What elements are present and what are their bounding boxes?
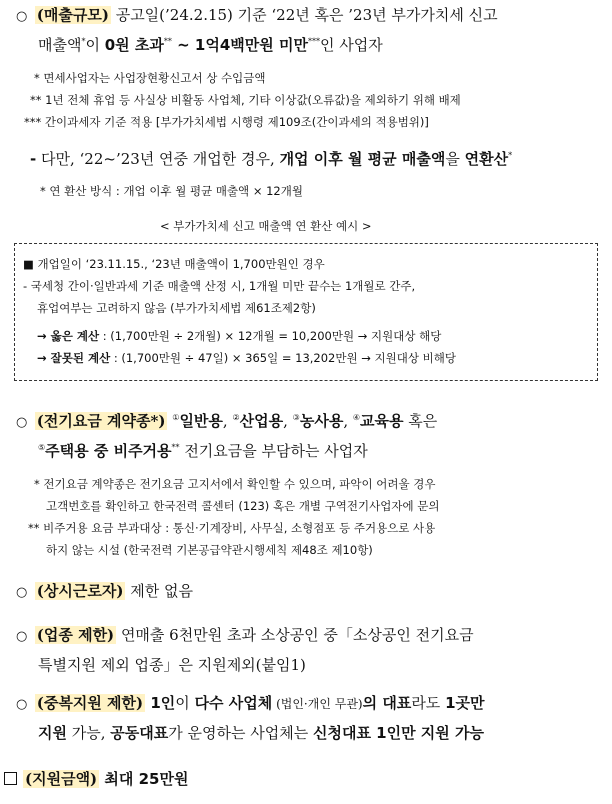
duplicate-b2: 다수 사업체	[194, 694, 273, 712]
revenue-l2-pre: 매출액	[38, 36, 82, 54]
revenue-l2-b1: 0원 초과	[104, 36, 164, 54]
amount-line	[4, 768, 188, 789]
contract-type-4: 교육용	[360, 412, 404, 430]
contract-type-1: 일반용	[179, 412, 223, 430]
duplicate-label: (중복지원 제한)	[36, 694, 144, 712]
duplicate-b1: 1인	[145, 694, 176, 712]
example-line-1: ■ 개업일이 ‘23.11.15., ‘23년 매출액이 1,700만원인 경우	[23, 257, 325, 271]
duplicate-t5: 가 운영하는 사업체는	[168, 724, 313, 742]
contract-type-5: 주택용 중 비주거용	[45, 442, 172, 460]
duplicate-t3: 라도	[411, 694, 446, 712]
revenue-note-4: * 연 환산 방식 : 개업 이후 월 평균 매출액 × 12개월	[40, 184, 303, 198]
revenue-l2-sup2: **	[163, 37, 172, 46]
industry-label: (업종 제한)	[36, 626, 115, 644]
duplicate-t1: 이	[175, 694, 195, 712]
revenue-note-2: ** 1년 전체 휴업 등 사실상 비활동 사업체, 기타 이상값(오류값)을 제외하기 위해 배제	[30, 93, 461, 107]
example-line-3: 휴업여부는 고려하지 않음 (부가가치세법 제61조제2항)	[37, 301, 316, 315]
circled-2: ②	[232, 413, 240, 422]
revenue-l2-mid: 이	[85, 36, 105, 54]
workers-text: 제한 없음	[125, 582, 193, 600]
amount-label: (지원금액)	[25, 770, 98, 788]
contract-note-1b: 고객번호를 확인하고 한국전력 콜센터 (123) 혹은 개별 구역전기사업자에 문의	[46, 499, 440, 513]
contract-or: 혹은	[403, 412, 438, 430]
contract-note-2a: ** 비주거용 요금 부과대상 : 통신·기계장비, 사무실, 소형점포 등 주거용으로 사용	[28, 521, 436, 535]
bullet-icon: ○	[16, 9, 28, 24]
revenue-l2-post: 인 사업자	[319, 36, 383, 54]
contract-label: (전기요금 계약종*)	[36, 412, 166, 430]
checkbox-square-icon	[4, 772, 17, 785]
bullet-icon: ○	[16, 585, 28, 600]
revenue-sub-pre: 다만, ‘22~’23년 연중 개업한 경우,	[36, 150, 280, 168]
contract-line-2	[38, 440, 368, 461]
example-title: < 부가가치세 신고 매출액 연 환산 예시 >	[160, 219, 372, 233]
contract-note-1a: * 전기요금 계약종은 전기요금 고지서에서 확인할 수 있으며, 파악이 어려울 경우	[34, 477, 436, 491]
duplicate-b6: 공동대표	[110, 724, 169, 742]
circled-4: ④	[352, 413, 361, 422]
duplicate-b4: 1곳만	[445, 694, 485, 712]
example-box	[14, 243, 598, 381]
workers-label: (상시근로자)	[36, 582, 124, 600]
revenue-note-3: *** 간이과세자 기준 적용 [부가가치세법 시행령 제109조(간이과세의 적용범위)]	[24, 115, 429, 129]
example-wrong	[37, 350, 456, 366]
bullet-icon: ○	[16, 697, 28, 712]
duplicate-t4: 가능,	[66, 724, 111, 742]
revenue-sub-mid: 을	[445, 150, 465, 168]
circled-1: ①	[172, 413, 180, 422]
industry-line-1	[16, 624, 474, 645]
contract-line-1: ○ (전기요금 계약종*) ①일반용, ②산업용, ③농사용, ④교육용 혹은	[16, 412, 438, 430]
revenue-l2-b2: ~ 1억4백만원 미만	[171, 36, 308, 54]
dash-icon: -	[30, 150, 37, 168]
revenue-line-2	[38, 34, 383, 55]
revenue-sub-b2: 연환산	[464, 150, 509, 168]
duplicate-b3: 의 대표	[362, 694, 412, 712]
revenue-line-1	[16, 4, 498, 25]
contract-type-3: 농사용	[299, 412, 344, 430]
revenue-sub	[30, 148, 512, 169]
revenue-note-1: * 면세사업자는 사업장현황신고서 상 수입금액	[34, 71, 266, 85]
correct-label: → 옳은 계산	[37, 329, 100, 343]
revenue-l2-sup1: *	[81, 37, 86, 46]
revenue-label: (매출규모)	[36, 6, 109, 24]
workers-line	[16, 580, 193, 601]
duplicate-line-2	[38, 722, 484, 743]
revenue-l1-text: 공고일(’24.2.15) 기준 ‘22년 혹은 ’23년 부가가치세 신고	[110, 6, 498, 24]
duplicate-t2: (법인·개인 무관)	[272, 697, 363, 711]
example-correct	[37, 328, 441, 344]
duplicate-line-1	[16, 692, 484, 713]
example-line-2: - 국세청 간이·일반과세 기준 매출액 산정 시, 1개월 미만 끝수는 1개월로 간주,	[23, 279, 416, 293]
duplicate-b5: 지원	[38, 724, 67, 742]
bullet-icon: ○	[16, 415, 28, 430]
revenue-sub-b1: 개업 이후 월 평균 매출액	[279, 150, 446, 168]
contract-note-2b: 하지 않는 시설 (한국전력 기본공급약관시행세칙 제48조 제10항)	[46, 543, 373, 557]
revenue-sub-sup: *	[508, 151, 513, 160]
duplicate-b7: 신청대표 1인만 지원 가능	[312, 724, 484, 742]
contract-post: 전기요금을 부담하는 사업자	[179, 442, 368, 460]
circled-3: ③	[292, 413, 300, 422]
contract-sup: **	[171, 443, 180, 452]
amount-text: 최대 25만원	[99, 770, 189, 788]
circled-5: ⑤	[38, 443, 46, 452]
correct-text: : (1,700만원 ÷ 2개월) × 12개월 = 10,200만원 → 지원대상 해당	[99, 329, 442, 343]
industry-line-2: 특별지원 제외 업종」은 지원제외(붙임1)	[38, 656, 306, 674]
wrong-label: → 잘못된 계산	[37, 351, 111, 365]
revenue-l2-sup3: ***	[307, 37, 320, 46]
contract-type-2: 산업용	[239, 412, 284, 430]
bullet-icon: ○	[16, 629, 28, 644]
wrong-text: : (1,700만원 ÷ 47일) × 365일 = 13,202만원 → 지원대상 비해당	[110, 351, 456, 365]
industry-l1: 연매출 6천만원 초과 소상공인 중「소상공인 전기요금	[116, 626, 474, 644]
